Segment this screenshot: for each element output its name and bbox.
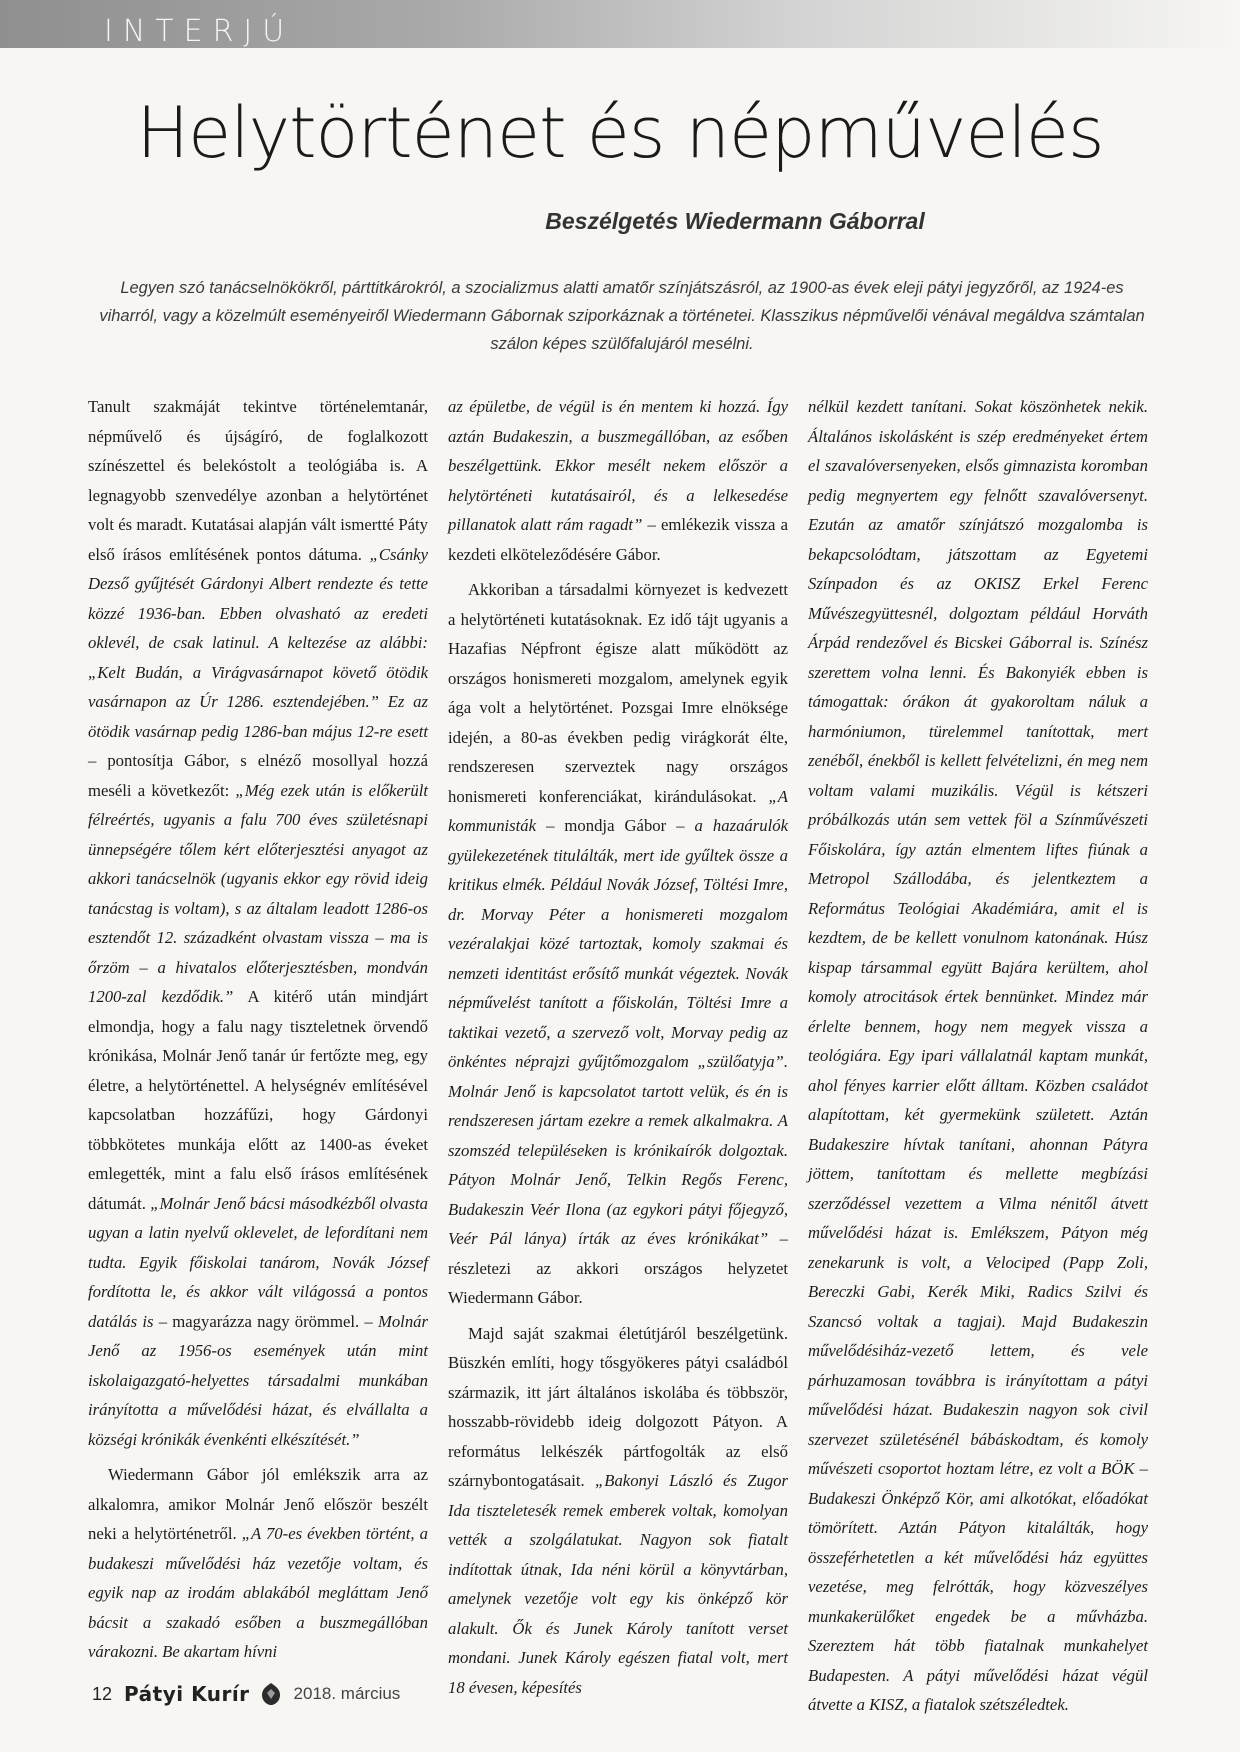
column-3 [808,392,1148,1714]
article-lead: Legyen szó tanácselnökökről, párttitkárokról, a szocializmus alatti amatőr színjátszásról, az 1900-as évek eleji pátyi jegyzőről, az 1924-es viharról, vagy a közelmúlt eseményeiről Wiedermann Gábornak sziporkáznak a történetei. Klasszikus népművelői vénával megáldva számtalan szálon képes szülőfalujáról mesélni. [99,279,1145,353]
text-run: – részletezi az akkori országos helyzetet Wiedermann Gábor. [448,1229,788,1307]
paragraph [448,392,788,569]
text-run: Wiedermann Gábor jól emlékszik arra az alkalomra, amikor Molnár Jenő először beszélt neki a helytörténetről. [88,1465,428,1543]
section-banner [0,0,1240,48]
text-run: – emlékezik vissza a kezdeti elköteleződésére Gábor. [448,515,788,564]
quote-run: Molnár Jenő az 1956-os események után mint iskolaigazgató-helyettes társadalmi munkában irányította a művelődési házat, és elvállalta a községi krónikák évenkénti elkészítését.” [88,1311,428,1449]
paragraph [88,392,428,1454]
article-subtitle: Beszélgetés Wiedermann Gáborral [545,208,925,234]
column-2 [448,392,788,1697]
quote-run: a hazaárulók gyülekezetének titulálták, mert ide gyűltek össze a kritikus elmék. Például Novák József, Töltési Imre, dr. Morvay Péter a honismereti mozgalom vezéralakjai közé tartoztak, komoly szakmai és nemzeti identitást erősítő munkát végeztek. Novák népművelést tanított a főiskolán, Töltési Imre a taktikai vezető, a szervező volt, Morvay pedig az önkéntes néprajzi gyűjtőmozgalom „szülőatyja”. Molnár Jenő is kapcsolatot tartott velük, és én is rendszeresen jártam ezekre a remek alkalmakra. A szomszéd településeken is krónikaírók dolgoztak. Pátyon Molnár Jenő, Telkin Regős Ferenc, Budakeszin Veér Ilona (az egykori pátyi főjegyző, Veér Pál lánya) írták az éves krónikákat” [448,816,788,1248]
quote-run: „Molnár Jenő bácsi másodkézből olvasta ugyan a latin nyelvű oklevelet, de lefordítani nem tudta. Egyik főiskolai tanárom, Novák József fordította le, és akkor vált világossá a pontos datálás is [88,1193,428,1331]
page-footer [92,1681,400,1707]
article-title: Helytörténet és népművelés [136,92,1104,174]
magazine-name: Pátyi Kurír [124,1682,250,1706]
section-label: INTERJÚ [104,14,295,49]
quote-run: nélkül kezdett tanítani. Sokat köszönhetek nekik. Általános iskolásként is szép eredményeket értem el szavalóversenyeken, elsős gimnazista koromban pedig megnyertem egy felnőtt szavalóversenyt. Ezután az amatőr színjátszó mozgalomba is bekapcsolódtam, játszottam az Egyetemi Színpadon és az OKISZ Erkel Ferenc Művészegyüttesnél, dolgoztam például Horváth Árpád rendezővel és Bicskei Gáborral is. Színész szerettem volna lenni. És Bakonyiék ebben is támogattak: órákon át gyakoroltam náluk a harmóniumon, türelemmel tanítottak, mert zenéből, énekből is kellett felvételizni, én meg nem voltam valami muzikális. Végül is kétszeri próbálkozás után sem vettek föl a Színművészeti Főiskolára, így aztán elmentem liftes fiúnak a Metropol Szállodába, és jelentkeztem a Református Teológiai Akadémiára, amit el is kezdtem, de be kellett vonulnom katonának. Húsz kispap társammal együtt Bajára kerültem, ahol komoly atrocitások értek bennünket. Mindez már érlelte bennem, hogy nem megyek vissza a teológiára. Egy ipari vállalatnál kaptam munkát, ahol fényes karrier előtt álltam. Közben családot alapítottam, két gyermekünk született. Aztán Budakeszire hívtak tanítani, ahonnan Pátyra jöttem, tanítottam és mellette megbízási szerződéssel vezettem a Vilma nénitől átvett művelődési házat is. Emlékszem, Pátyon még zenekarunk is volt, a Velociped (Papp Zoli, Bereczki Gabi, Kerék Miki, Radics Szilvi és Szancsó voltak a tagjai). Majd Budakeszin művelődésiház-vezető lettem, és vele párhuzamosan továbbra is irányítottam a pátyi művelődési házat. Budakeszin nagyon sok civil szervezet születésénél bábáskodtam, és komoly művészeti csoportot hoztam létre, ez volt a BÖK – Budakeszi Önképző Kör, ami alkotókat, előadókat tömörített. Aztán Pátyon kitalálták, hogy összeférhetetlen a két művelődési ház együttes vezetése, meg felrótták, hogy közveszélyes munkakerülőket engedek be a művházba. Szereztem hát több fiatalnak munkahelyet Budapesten. A pátyi művelődési házat végül átvette a KISZ, a fiatalok szétszéledtek. [808,397,1148,1714]
quote-run: „Még ezek után is előkerült félreértés, ugyanis a falu 700 éves születésnapi ünnepségére tőlem kért előterjesztési anyagot az akkori tanácselnök (ugyanis ekkor egy rövid ideig tanácstag is voltam), s az általam leadott 1286-os esztendőt 12. századként olvastam vissza – ma is őrzöm – a hivatalos előterjesztésben, mondván 1200-zal kezdődik.” [88,780,428,1006]
text-run: Majd saját szakmai életútjáról beszélgetünk. Büszkén említi, hogy tősgyökeres pátyi családból származik, itt járt általános iskolába és többször, hosszabb-rövidebb ideig dolgozott Pátyon. A református lelkészék pártfogolták az első szárnybontogatásait. [448,1323,788,1490]
paragraph [88,1460,428,1667]
text-run: – mondja Gábor – [536,816,695,835]
text-run: A kitérő után mindjárt elmondja, hogy a falu nagy tiszteletnek örvendő krónikása, Molnár Jenő tanár úr fertőzte meg, egy életre, a helytörténettel. A helységnév említésével kapcsolatban hozzáfűzi, hogy Gárdonyi többkötetes munkája előtt az 1400-as éveket emlegették, mint a falu első írásos említésének dátumát. [88,987,428,1213]
paragraph [808,392,1148,1720]
text-run: Tanult szakmáját tekintve történelemtanár, népművelő és újságíró, de foglalkozott színészettel és belekóstolt a teológiába is. A legnagyobb szenvedélye azonban a helytörténet volt és maradt. Kutatásai alapján vált ismertté Páty első írásos említésének pontos dátuma. [88,397,428,564]
quote-run: „Bakonyi László és Zugor Ida tiszteletesék remek emberek voltak, komolyan vették a szolgálatukat. Nagyon sok fiatalt indítottak útnak, Ida néni körül a könyvtárban, amelynek vezetője volt egy kis önképző kör alakult. Ők és Junek Károly tanított verset mondani. Junek Károly egészen fiatal volt, mert 18 évesen, képesítés [448,1471,788,1697]
issue-date: 2018. március [293,1684,401,1703]
quote-run: „A kommunisták [448,786,788,835]
text-run: – pontosítja Gábor, s elnéző mosollyal hozzá meséli a következőt: [88,751,428,800]
quote-run: „Csánky Dezső gyűjtését Gárdonyi Albert rendezte és tette közzé 1936-ban. Ebben olvasható az eredeti oklevél, de csak latinul. A keltezése az alábbi: „Kelt Budán, a Virágvasárnapot követő ötödik vasárnapon az Úr 1286. esztendejében.” Ez az ötödik vasárnap pedig 1286-ban május 12-re esett [88,544,428,741]
crest-icon [258,1681,284,1707]
paragraph [448,1319,788,1703]
text-run: Akkoriban a társadalmi környezet is kedvezett a helytörténeti kutatásoknak. Ez idő tájt ugyanis a Hazafias Népfront égisze alatt működött az országos honismereti mozgalom, amelynek egyik ága volt a helytörténet. Pozsgai Imre elnöksége idején, a 80-as években pedig virágkorát élte, rendszeresen szerveztek nagy országos honismereti konferenciákat, kirándulásokat. [448,580,788,806]
text-run: – magyarázza nagy örömmel. – [153,1311,378,1331]
paragraph [448,575,788,1313]
quote-run: az épületbe, de végül is én mentem ki hozzá. Így aztán Budakeszin, a buszmegállóban, az esőben beszélgettünk. Ekkor mesélt nekem először a helytörténeti kutatásairól, és a lelkesedése pillanatok alatt rám ragadt” [448,397,788,534]
page-number: 12 [92,1683,113,1704]
quote-run: „A 70-es években történt, a budakeszi művelődési ház vezetője voltam, és egyik nap az irodám ablakából megláttam Jenő bácsit a szakadó esőben a buszmegállóban várakozni. Be akartam hívni [88,1524,428,1661]
column-1 [88,392,428,1661]
